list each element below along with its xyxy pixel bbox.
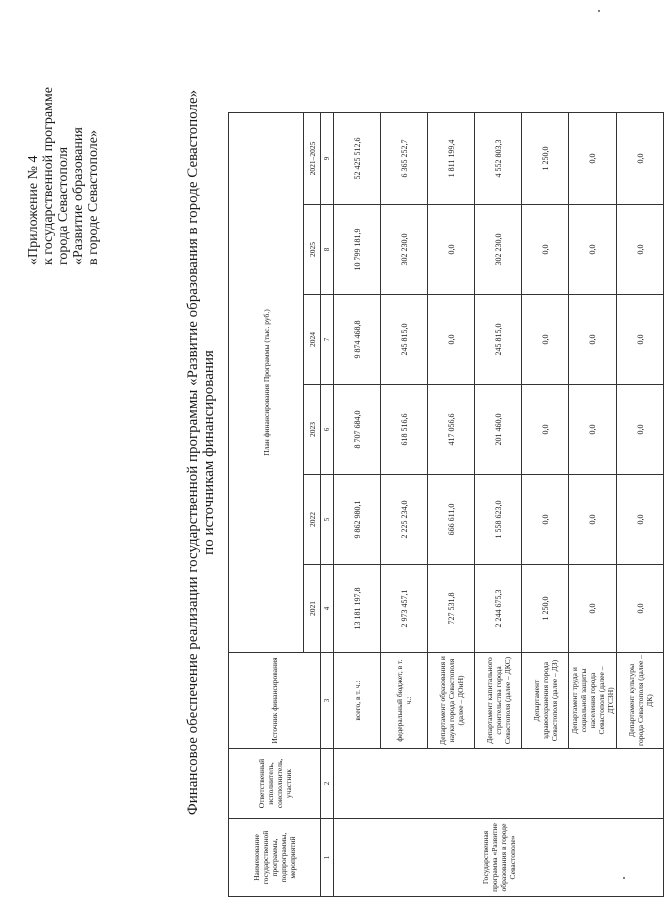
source-cell: всего, в т. ч.: xyxy=(334,653,381,749)
value-cell: 0,0 xyxy=(569,565,617,653)
appendix-line: к государственной программе xyxy=(41,87,56,265)
value-cell: 2 225 234,0 xyxy=(381,475,428,565)
appendix-block xyxy=(26,5,101,265)
value-cell: 666 611,0 xyxy=(428,475,475,565)
table-row xyxy=(334,113,381,897)
column-number: 5 xyxy=(321,475,334,565)
title-line-2: по источникам финансирования xyxy=(201,350,217,555)
value-cell: 245 815,0 xyxy=(381,295,428,385)
value-cell: 727 531,8 xyxy=(428,565,475,653)
value-cell: 10 799 181,9 xyxy=(334,205,381,295)
total-cell: 6 365 252,7 xyxy=(381,113,428,205)
document-title xyxy=(185,0,217,905)
value-cell: 618 516,6 xyxy=(381,385,428,475)
total-cell: 4 552 803,3 xyxy=(475,113,522,205)
total-cell: 0,0 xyxy=(569,113,617,205)
value-cell: 2 973 457,1 xyxy=(381,565,428,653)
value-cell: 0,0 xyxy=(428,295,475,385)
value-cell: 0,0 xyxy=(428,205,475,295)
value-cell: 8 707 684,0 xyxy=(334,385,381,475)
value-cell: 245 815,0 xyxy=(475,295,522,385)
value-cell: 1 250,0 xyxy=(522,565,569,653)
column-number: 8 xyxy=(321,205,334,295)
header-program-name: Наименование государственной программы, подпрограммы, мероприятий xyxy=(229,819,321,897)
value-cell: 0,0 xyxy=(569,205,617,295)
value-cell: 9 862 980,1 xyxy=(334,475,381,565)
value-cell: 201 460,0 xyxy=(475,385,522,475)
header-executor: Ответственный исполнитель, соисполнитель, участник xyxy=(229,749,321,819)
value-cell: 417 056,6 xyxy=(428,385,475,475)
column-number: 7 xyxy=(321,295,334,385)
program-name-cell: Государственная программа «Развитие образования в городе Севастополе» xyxy=(334,819,664,897)
total-cell: 52 425 512,6 xyxy=(334,113,381,205)
header-year: 2021 xyxy=(304,565,321,653)
column-number: 9 xyxy=(321,113,334,205)
source-cell: Департамент труда и социальной защиты населения города Севастополя (далее – ДТСЗН) xyxy=(569,653,617,749)
value-cell: 302 230,0 xyxy=(475,205,522,295)
column-number: 2 xyxy=(321,749,334,819)
appendix-line: «Развитие образования xyxy=(71,127,86,265)
source-cell: Департамент здравоохранения города Севастополя (далее – ДЗ) xyxy=(522,653,569,749)
value-cell: 0,0 xyxy=(569,475,617,565)
scan-speck xyxy=(598,10,600,12)
value-cell: 0,0 xyxy=(569,295,617,385)
value-cell: 0,0 xyxy=(522,475,569,565)
title-line-1: Финансовое обеспечение реализации государственной программы «Развитие образования в городе Севастополе» xyxy=(185,89,201,816)
column-number: 4 xyxy=(321,565,334,653)
value-cell: 0,0 xyxy=(522,295,569,385)
value-cell: 0,0 xyxy=(617,385,664,475)
value-cell: 0,0 xyxy=(569,385,617,475)
appendix-line: города Севастополя xyxy=(56,146,71,265)
header-source: Источник финансирования xyxy=(229,653,321,749)
column-number: 6 xyxy=(321,385,334,475)
total-cell: 1 811 199,4 xyxy=(428,113,475,205)
financing-table xyxy=(228,112,664,897)
value-cell: 0,0 xyxy=(522,205,569,295)
value-cell: 0,0 xyxy=(617,475,664,565)
total-cell: 0,0 xyxy=(617,113,664,205)
value-cell: 1 558 623,0 xyxy=(475,475,522,565)
source-cell: федеральный бюджет, в т. ч.: xyxy=(381,653,428,749)
value-cell: 0,0 xyxy=(617,295,664,385)
value-cell: 302 230,0 xyxy=(381,205,428,295)
scan-speck xyxy=(623,877,625,879)
value-cell: 0,0 xyxy=(617,565,664,653)
appendix-line: в городе Севастополе» xyxy=(86,130,101,265)
header-year: 2025 xyxy=(304,205,321,295)
column-number: 1 xyxy=(321,819,334,897)
source-cell: Департамент образования и науки города Севастополя (далее – ДОиН) xyxy=(428,653,475,749)
value-cell: 13 181 197,8 xyxy=(334,565,381,653)
header-year: 2022 xyxy=(304,475,321,565)
header-year: 2023 xyxy=(304,385,321,475)
header-plan: План финансирования Программы (тыс. руб.) xyxy=(229,113,304,653)
executor-cell xyxy=(334,749,664,819)
column-number: 3 xyxy=(321,653,334,749)
appendix-line: «Приложение № 4 xyxy=(26,155,41,265)
header-year: 2024 xyxy=(304,295,321,385)
total-cell: 1 250,0 xyxy=(522,113,569,205)
value-cell: 0,0 xyxy=(617,205,664,295)
source-cell: Департамент культуры города Севастополя (далее – ДК) xyxy=(617,653,664,749)
value-cell: 0,0 xyxy=(522,385,569,475)
value-cell: 2 244 675,3 xyxy=(475,565,522,653)
source-cell: Департамент капитального строительства города Севастополя (далее – ДКС) xyxy=(475,653,522,749)
header-year-total: 2021–2025 xyxy=(304,113,321,205)
value-cell: 9 874 468,8 xyxy=(334,295,381,385)
